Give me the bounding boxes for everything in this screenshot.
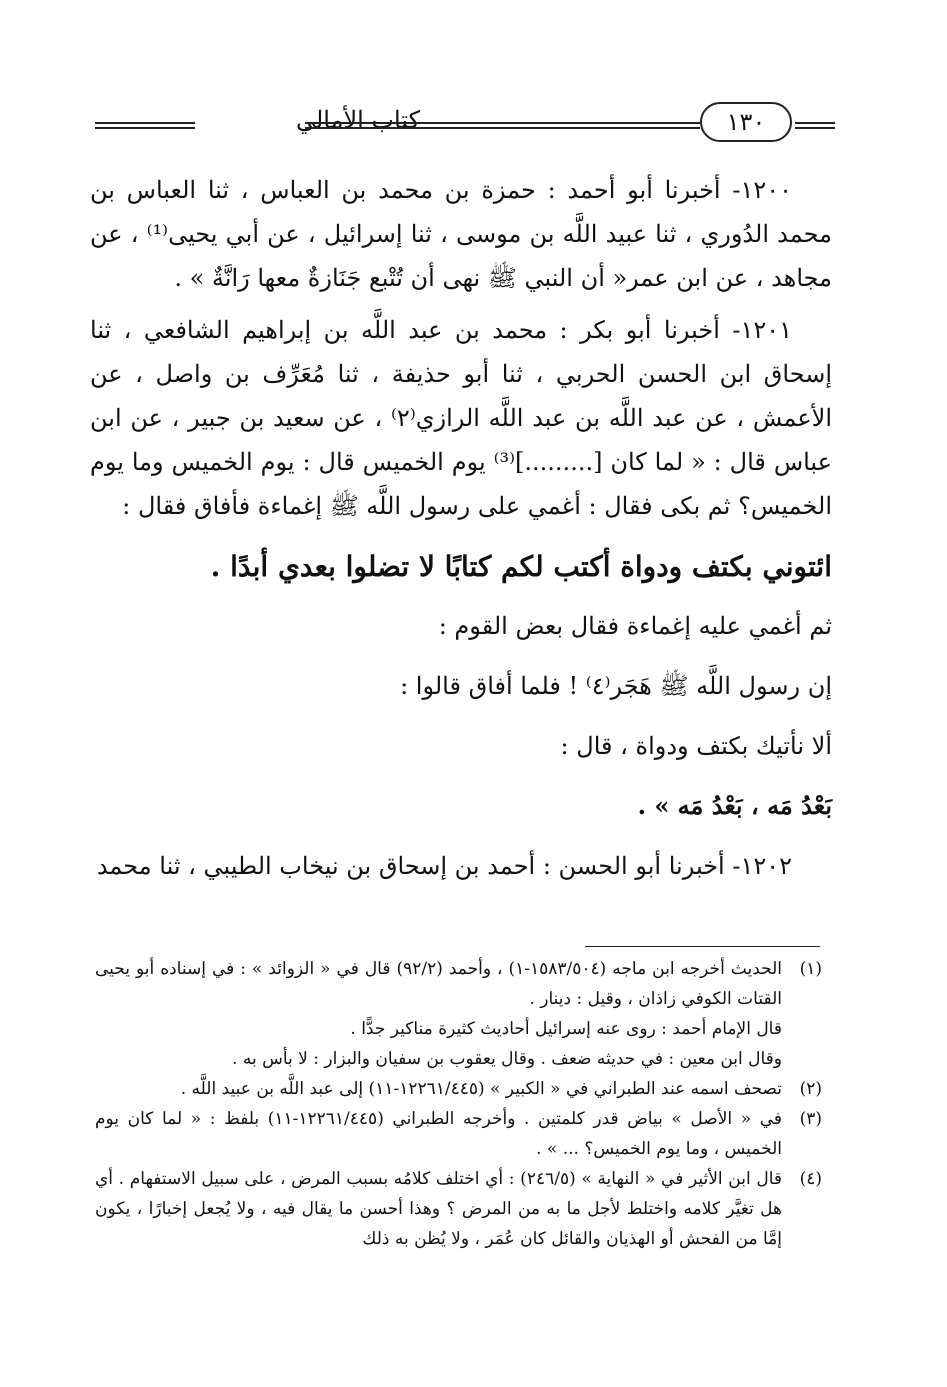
footnote-line: وقال ابن معين : في حديثه ضعف . وقال يعقوب بن سفيان والبزار : لا بأس به . [232,1049,782,1069]
footnote-1 [95,954,822,1074]
footnote-line: قال ابن الأثير في « النهاية » (٢٤٦/٥) : أي اختلف كلامُه بسبب المرض ، على سبيل الاستفهام . أي هل تغيَّر كلامه واختلط لأجل ما به من المرض ؟ وهذا أحسن ما يقال فيه ، ولا يُجعل إخبارًا ، يكون إمَّا من الفحش أو الهذيان والقائل كان عُمَر ، ولا يُظن به ذلك [95,1169,782,1249]
page-number: ١٣٠ [700,102,792,142]
narration-line-4: بَعْدُ مَه ، بَعْدُ مَه » . [637,791,832,820]
hadith-1200: ١٢٠٠- أخبرنا أبو أحمد : حمزة بن محمد بن العباس ، ثنا العباس بن محمد الدُوري ، ثنا عبيد اللَّه بن موسى ، ثنا إسرائيل ، عن أبي يحيى⁽¹⁾ ، عن مجاهد ، عن ابن عمر« أن النبي ﷺ نهى أن تُتْبع جَنَازةٌ معها رَانَّةٌ » . [90,176,832,292]
narration-line-1: ثم أغمي عليه إغماءة فقال بعض القوم : [438,612,832,640]
header-rule-left [95,122,195,124]
footnote-3 [95,1104,822,1164]
footnote-number: (٤) [799,1169,822,1189]
hadith-1202: ١٢٠٢- أخبرنا أبو الحسن : أحمد بن إسحاق بن نيخاب الطيبي ، ثنا محمد [96,852,792,880]
running-header [95,100,835,150]
footnotes [95,954,822,1254]
footnote-number: (٢) [799,1079,822,1099]
hadith-1201: ١٢٠١- أخبرنا أبو بكر : محمد بن عبد اللَّه بن إبراهيم الشافعي ، ثنا إسحاق ابن الحسن الحربي ، ثنا أبو حذيفة ، ثنا مُعَرِّف بن واصل ، عن الأعمش ، عن عبد اللَّه بن عبد اللَّه الرازي⁽٢⁾ ، عن سعيد بن جبير ، عن ابن عباس قال : « لما كان [.........]⁽³⁾ يوم الخميس قال : يوم الخميس وما يوم الخميس؟ ثم بكى فقال : أغمي على رسول اللَّه ﷺ إغماءة فأفاق فقال : [90,316,832,520]
main-text [90,168,832,888]
header-rule-right [795,122,835,124]
footnote-line: تصحف اسمه عند الطبراني في « الكبير » (١٢٢٦١/٤٤٥-١١) إلى عبد اللَّه بن عبيد اللَّه . [180,1079,782,1099]
prophetic-quote: ائتوني بكتف ودواة أكتب لكم كتابًا لا تضلوا بعدي أبدًا . [210,550,832,583]
footnote-separator [585,946,820,947]
footnote-4 [95,1164,822,1254]
footnote-line: الحديث أخرجه ابن ماجه (١٥٨٣/٥٠٤-١) ، وأحمد (٩٢/٢) قال في « الزوائد » : في إسناده أبو يحيى القتات الكوفي زاذان ، وقيل : دينار . [95,959,782,1009]
book-title: كتاب الأمالي [295,106,420,134]
footnote-line: في « الأصل » بياض قدر كلمتين . وأخرجه الطبراني (١٢٢٦١/٤٤٥-١١) بلفظ : « لما كان يوم الخميس ، وما يوم الخميس؟ ... » . [95,1109,782,1159]
footnote-number: (١) [799,959,822,979]
footnote-line: قال الإمام أحمد : روى عنه إسرائيل أحاديث كثيرة مناكير جدًّا . [350,1019,782,1039]
footnote-number: (٣) [799,1109,822,1129]
header-rule-middle [305,122,700,124]
footnote-2 [95,1074,822,1104]
narration-line-3: ألا نأتيك بكتف ودواة ، قال : [560,732,832,760]
narration-line-2: إن رسول اللَّه ﷺ هَجَر⁽٤⁾ ! فلما أفاق قالوا : [400,672,832,700]
